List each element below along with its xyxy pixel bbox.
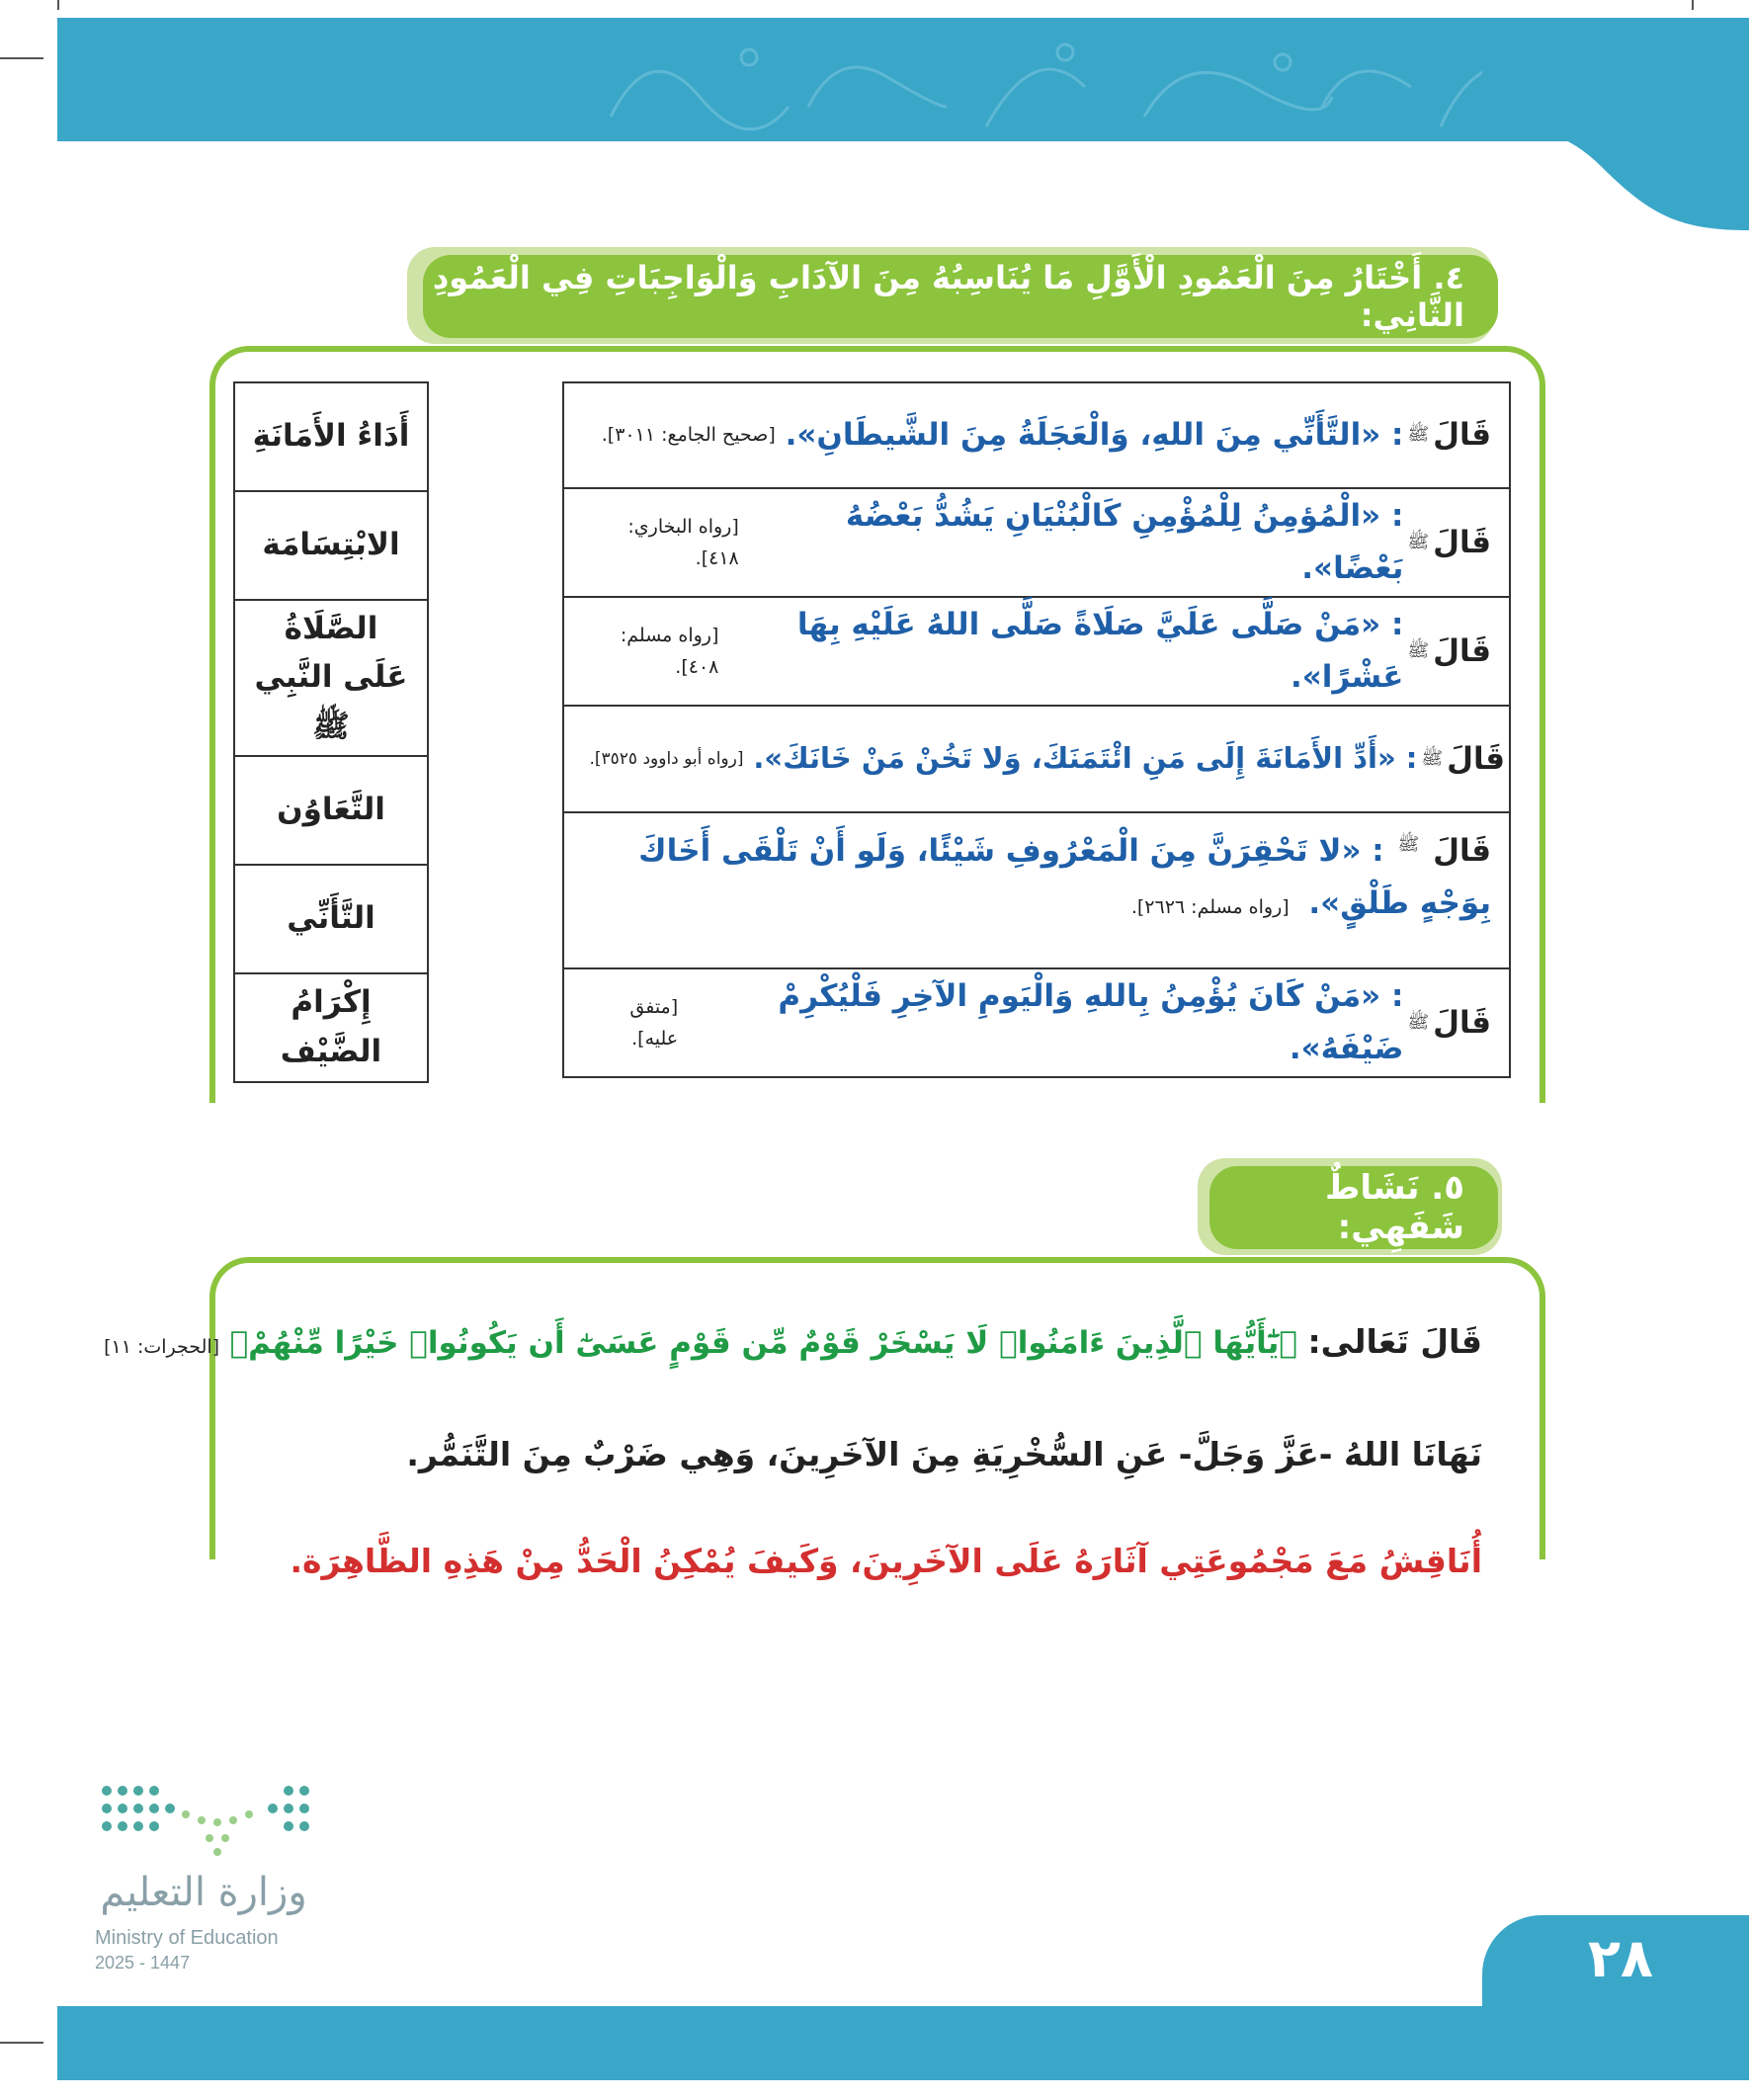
hadith-row [564,598,1509,707]
exercise4-title [423,255,1498,338]
qal-label: قَالَ [1433,1004,1491,1041]
crop-mark [0,57,43,59]
exercise5-frame [209,1257,1545,1559]
saw-icon: ﷺ [1407,639,1430,661]
hadith-text: : «مَنْ صَلَّى عَلَيَّ صَلَاةً صَلَّى اللهُ عَلَيْهِ بِهَا عَشْرًا». [796,607,1404,695]
ministry-dots-icon [95,1779,322,1868]
values-column [233,381,429,1083]
saw-icon: ﷺ [1407,531,1430,552]
saw-icon: ﷺ [1421,747,1444,769]
crop-mark [57,0,59,10]
exercise4-title-text: ٤. أَخْتَارُ مِنَ الْعَمُودِ الْأَوَّلِ مَا يُنَاسِبُهُ مِنَ الآدَابِ وَالْوَاجِبَاتِ فِي الْعَمُودِ الثَّانِي: [432,259,1464,334]
saw-icon: ﷺ [1407,1011,1430,1033]
hadith-text: : «التَّأَنِّي مِنَ اللهِ، وَالْعَجَلَةُ مِنَ الشَّيطَانِ». [785,417,1404,454]
value-cell: أَدَاءُ الأَمَانَةِ [235,383,427,492]
ayah-intro: قَالَ تَعَالى: [1307,1322,1482,1361]
qal-label: قَالَ [1447,740,1505,777]
hadith-source: [رواه أبو داوود ٣٥٢٥]. [589,748,744,769]
hadith-row [564,969,1509,1076]
saw-icon: ﷺ [1407,424,1430,446]
ministry-year: 2025 - 1447 [95,1953,191,1973]
hadiths-column [562,381,1511,1078]
qal-label: قَالَ [1433,833,1491,869]
hadith-row [564,813,1509,969]
saw-icon: ﷺ [1397,833,1420,855]
hadith-source: [رواه البخاري: ٤١٨]. [627,515,739,569]
ministry-name-ar: وزارة التعليم [100,1870,307,1915]
value-cell: التَّعَاوُن [235,757,427,866]
hadith-row [564,383,1509,489]
value-cell: إِكْرَامُ الضَّيْف [280,984,382,1069]
exercise5-title-text: ٥. نَشَاطٌ شَفَهِي: [1325,1168,1464,1247]
exercise5-title [1209,1166,1498,1249]
footer-bar [57,2006,1749,2080]
crop-mark [1692,0,1694,10]
task-text: أُنَاقِشُ مَعَ مَجْمُوعَتِي آثَارَهُ عَلَى الآخَرِينَ، وَكَيفَ يُمْكِنُ الْحَدُّ مِنْ هَذِهِ الظَّاهِرَة. [290,1542,1482,1580]
hadith-source: [صحيح الجامع: ٣٠١١]. [601,424,776,447]
header-wave [1482,18,1749,235]
ayah-line [104,1322,1482,1361]
ministry-logo [95,1779,322,2006]
value-cell: الابْتِسَامَة [235,492,427,601]
hadith-text: : «مَنْ كَانَ يُؤْمِنُ بِاللهِ وَالْيَومِ الآخِرِ فَلْيُكْرِمْ ضَيْفَهُ». [778,978,1404,1066]
hadith-source: [رواه مسلم: ٤٠٨]. [620,624,719,678]
qal-label: قَالَ [1433,632,1491,669]
hadith-text: : «الْمُؤمِنُ لِلْمُؤْمِنِ كَالْبُنْيَانِ يَشُدُّ بَعْضُهُ بَعْضًا». [845,498,1404,586]
page-number: ٢٨ [1588,1927,1653,1989]
hadith-source: [متفق عليه]. [629,995,679,1050]
hadith-text: : «أَدِّ الأَمَانَةَ إِلَى مَنِ ائْتَمَنَكَ، وَلا تَخُنْ مَنْ خَانَكَ». [753,741,1418,776]
hadith-row [564,489,1509,598]
hadith-row [564,707,1509,813]
hadith-text: : «لا تَحْقِرَنَّ مِنَ الْمَعْرُوفِ شَيْئًا، وَلَو أَنْ تَلْقَى أَخَاكَ بِوَجْهٍ طَلْقٍ». [638,833,1491,921]
qal-label: قَالَ [1433,417,1491,454]
crop-mark [0,2042,43,2044]
ministry-name-en: Ministry of Education [95,1927,279,1949]
ayah-text: ﴿يَٰٓأَيُّهَا ٱلَّذِينَ ءَامَنُوا۟ لَا يَسْخَرْ قَوْمٌ مِّن قَوْمٍ عَسَىٰٓ أَن يَكُونُوا۟ خَيْرًا مِّنْهُمْ﴾ [229,1325,1297,1361]
qal-label: قَالَ [1433,524,1491,560]
ayah-source: [الحجرات: ١١] [104,1336,220,1358]
hadith-source: [رواه مسلم: ٢٦٢٦]. [1130,895,1290,918]
explanation-text: نَهَانَا اللهُ -عَزَّ وَجَلَّ- عَنِ السُّخْرِيَةِ مِنَ الآخَرِينَ، وَهِي ضَرْبٌ مِنَ التَّنَمُّر. [406,1435,1482,1473]
value-cell: الصَّلَاةُ عَلَى النَّبِي ﷺ [235,601,427,757]
value-cell: التَّأَنِّي [235,866,427,974]
